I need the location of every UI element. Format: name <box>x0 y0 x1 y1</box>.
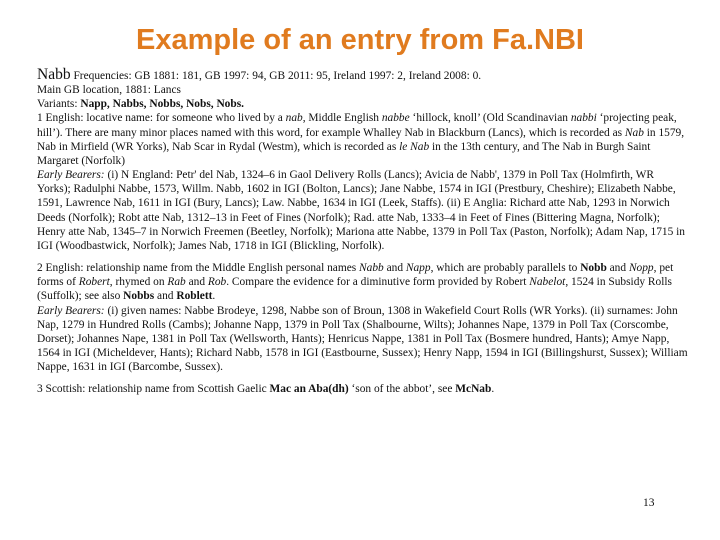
cross-reference: Nobb <box>580 262 607 275</box>
early-bearers-text: (i) given names: Nabbe Brodeye, 1298, Nabbe son of Broun, 1308 in Wakefield Court Rolls (WR Yorks). (ii) surnames: John Nap, 1279 in Hundred Rolls (Cambs); Johanne Napp, 1379 in Poll Tax (Shalbourne, Wilts); Johannes Nape, 1379 in Poll Tax (Corscombe, Dorset); Johannes Nape, 1381 in Poll Tax (Wellsworth, Hants); Henricus Nappe, 1381 in Poll Tax (Bosmere hundred, Hants); Amye Napp, 1564 in IGI (Micheldever, Hants); Richard Nabb, 1578 in IGI (Eastbourne, Sussex); Henry Napp, 1594 in IGI (Billingshurst, Sussex); William Nappe, 1631 in IGI (Barcombe, Sussex). <box>37 304 688 374</box>
sense-2 <box>37 261 689 303</box>
term-nab: nab <box>285 112 303 125</box>
cross-reference: Nobbs <box>123 290 155 303</box>
term-le-nab: le Nab <box>399 140 430 153</box>
sense-2-text: and <box>383 262 406 275</box>
cross-reference: McNab <box>455 383 492 396</box>
early-bearers-label: Early Bearers: <box>37 169 108 182</box>
slide-title: Example of an entry from Fa.NBI <box>136 24 584 56</box>
sense-1-text: ‘projecting peak, hill’). There are many minor places named with this word, for example Whalley Nab in Blackburn (Lancs), which is recorded as <box>37 112 677 139</box>
sense-3 <box>37 382 689 396</box>
sense-1-text: 1 English: locative name: for someone who lived by a <box>37 112 286 125</box>
early-bearers-text: (i) N England: Petr' del Nab, 1324–6 in Gaol Delivery Rolls (Lancs); Avicia de Nabb', 1379 in Poll Tax (Holmfirth, WR Yorks); Radulphi Nabbe, 1573, Willm. Nabb, 1602 in IGI (Bolton, Lancs); Jane Nabbe, 1574 in IGI (Prestbury, Cheshire); Elizabeth Nabbe, 1591, Lawrence Nab, 1611 in IGI (Bury, Lancs); Law. Nabbe, 1634 in IGI (Leek, Staffs). (ii) E Anglia: Richard atte Nab, 1293 in Norwich Deeds (Norfolk); Robt atte Nab, 1312–13 in Feet of Fines (Norfolk); Rad. atte Nab, 1333–4 in Feet of Fines (Bittering Magna, Norfolk); Henry atte Nab, 1345–7 in Norwich Freemen (Beetley, Norfolk); Mariona atte Nabbe, 1379 in Poll Tax (Paston, Norfolk); Adam Nap, 1715 in IGI (Woodbastwick, Norfolk); James Nab, 1718 in IGI (Blickling, Norfolk). <box>37 169 686 252</box>
sense-1-text: in the 13th century, and The Nab in Burgh Saint Margaret (Norfolk) <box>37 140 651 167</box>
sense-2-text: , pet forms of <box>37 262 674 289</box>
main-location: Main GB location, 1881: Lancs <box>37 84 181 97</box>
early-bearers-label: Early Bearers: <box>37 304 108 317</box>
term: Nabelot <box>529 276 566 289</box>
sense-2-text: . Compare the evidence for a diminutive form provided by Robert <box>226 276 530 289</box>
sense-2-text: . <box>212 290 216 303</box>
term-nabbi: nabbi <box>570 112 597 125</box>
sense-1-text: in 1579, Nab in Mirfield (WR Yorks), Nab Scar in Rydal (Westm), which is recorded as <box>37 126 685 153</box>
sense-2-text: and <box>185 276 208 289</box>
sense-2-text: , rhymed on <box>109 276 168 289</box>
sense-1 <box>37 111 689 168</box>
frequencies: Frequencies: GB 1881: 181, GB 1997: 94, GB 2011: 95, Ireland 1997: 2, Ireland 2008: 0. <box>73 70 482 82</box>
sense-1-text: , Middle English <box>302 112 382 125</box>
term: Robert <box>78 276 110 289</box>
term: Rob <box>207 276 227 289</box>
sense-3-text: . <box>491 383 495 396</box>
cross-reference: Roblett <box>176 290 213 303</box>
variants-label: Variants: <box>37 98 81 111</box>
entry-header <box>37 68 689 83</box>
sense-2-text: , which are probably parallels to <box>430 262 581 275</box>
gaelic-term: Mac an Aba(dh) <box>269 383 349 396</box>
headword: Nabb <box>37 66 71 83</box>
sense-2-text: 2 English: relationship name from the Middle English personal names <box>37 262 360 275</box>
sense-3-text: 3 Scottish: relationship name from Scottish Gaelic <box>37 383 270 396</box>
sense-1-early-bearers <box>37 168 689 253</box>
term: Rab <box>167 276 186 289</box>
sense-3-text: ‘son of the abbot’, see <box>348 383 456 396</box>
sense-2-early-bearers <box>37 304 689 375</box>
term-nab: Nab <box>624 126 644 139</box>
variants-line <box>37 97 689 111</box>
sense-2-text: , 1524 in Subsidy Rolls (Suffolk); see also <box>37 276 672 303</box>
term-nabbe: nabbe <box>381 112 410 125</box>
variants: Napp, Nabbs, Nobbs, Nobs, Nobs. <box>80 98 244 111</box>
sense-2-text: and <box>606 262 629 275</box>
sense-2-text: and <box>154 290 177 303</box>
sense-1-text: ‘hillock, knoll’ (Old Scandinavian <box>409 112 571 125</box>
dictionary-entry <box>37 68 689 396</box>
term: Nabb <box>359 262 384 275</box>
term: Nopp <box>628 262 654 275</box>
term: Napp <box>405 262 431 275</box>
page-number: 13 <box>643 497 655 509</box>
